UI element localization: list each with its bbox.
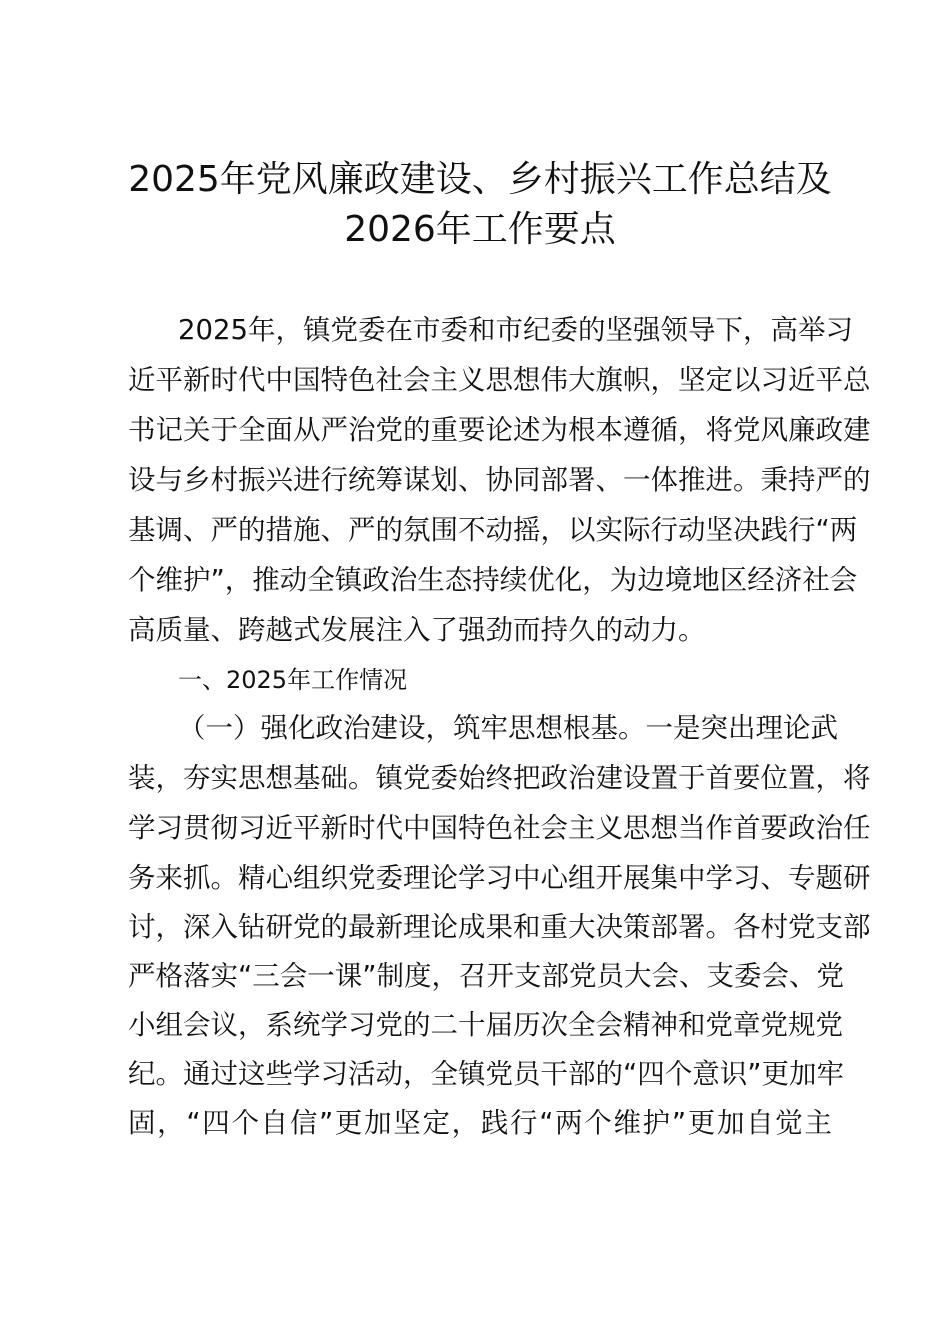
paragraph-line: 务来抓。精心组织党委理论学习中心组开展集中学习、专题研 [128,862,871,894]
section-heading: 一、2025年工作情况 [178,666,408,694]
paragraph-line: 高质量、跨越式发展注入了强劲而持久的动力。 [128,614,706,646]
paragraph-line: 小组会议，系统学习党的二十届历次全会精神和党章党规党 [128,1009,843,1041]
paragraph-line: 个维护”，推动全镇政治生态持续优化，为边境地区经济社会 [128,564,858,596]
title-line-2: 2026年工作要点 [344,209,616,250]
paragraph-line: （一）强化政治建设，筑牢思想根基。一是突出理论武 [178,712,838,744]
paragraph-line: 书记关于全面从严治党的重要论述为根本遵循，将党风廉政建 [128,414,871,446]
document-title [100,155,860,255]
paragraph-line: 学习贯彻习近平新时代中国特色社会主义思想当作首要政治任 [128,812,871,844]
paragraph-line: 设与乡村振兴进行统筹谋划、协同部署、一体推进。秉持严的 [128,464,871,496]
paragraph-line: 装，夯实思想基础。镇党委始终把政治建设置于首要位置，将 [128,762,871,794]
paragraph-line: 讨，深入钻研党的最新理论成果和重大决策部署。各村党支部 [128,911,871,943]
paragraph-line: 严格落实“三会一课”制度，召开支部党员大会、支委会、党 [128,960,844,992]
paragraph-line: 基调、严的措施、严的氛围不动摇，以实际行动坚决践行“两 [128,514,858,546]
paragraph-line: 近平新时代中国特色社会主义思想伟大旗帜，坚定以习近平总 [128,364,871,396]
paragraph-line: 2025年，镇党委在市委和市纪委的坚强领导下，高举习 [178,314,853,346]
paragraph-line: 纪。通过这些学习活动，全镇党员干部的“四个意识”更加牢 [128,1058,844,1090]
title-line-1: 2025年党风廉政建设、乡村振兴工作总结及 [128,159,832,200]
paragraph-line: 固，“四个自信”更加坚定，践行“两个维护”更加自觉主 [128,1107,832,1139]
